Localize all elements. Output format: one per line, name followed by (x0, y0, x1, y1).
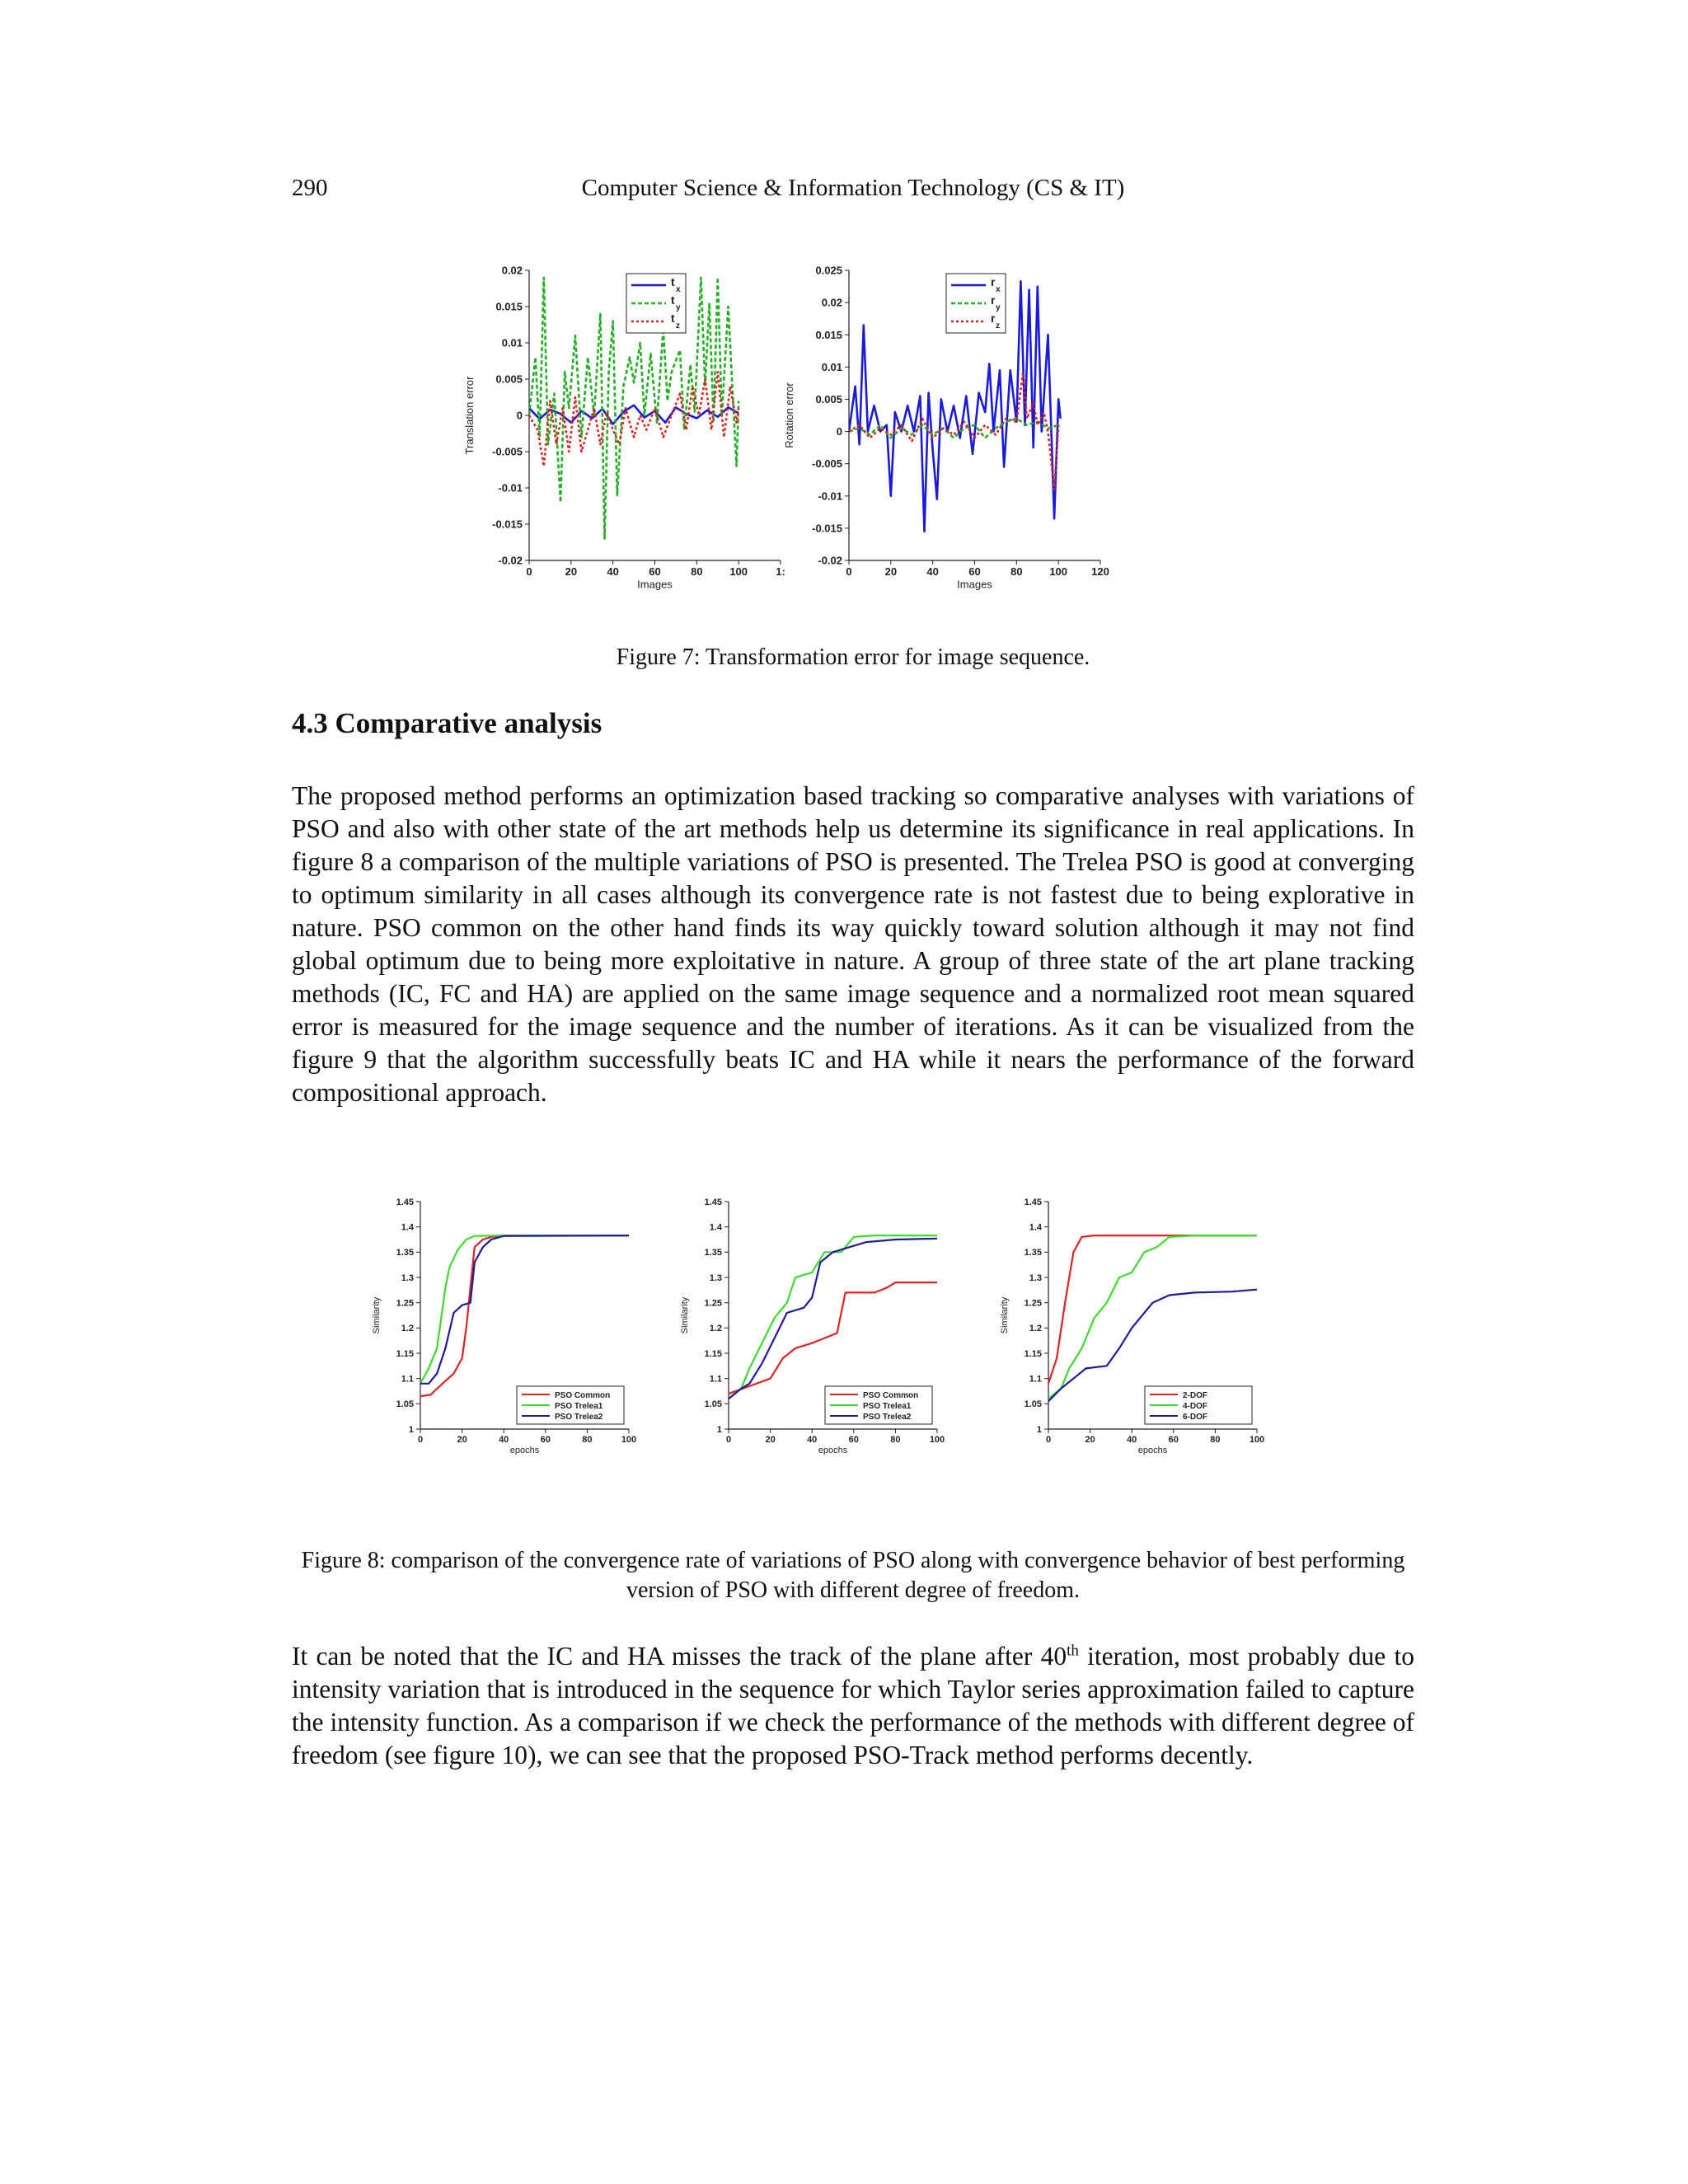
y-tick-label: 1.2 (401, 1324, 414, 1334)
y-tick-label: 1.35 (1024, 1248, 1042, 1258)
y-tick-label: 1.15 (1024, 1348, 1042, 1359)
translation-error-chart (462, 262, 783, 608)
y-tick-label: 0 (516, 409, 523, 422)
rotation-error-chart (781, 262, 1128, 608)
legend-label: r (991, 275, 996, 288)
x-tick-label: 100 (929, 1435, 945, 1445)
y-tick-label: 0.005 (815, 392, 842, 405)
y-tick-label: -0.01 (498, 481, 523, 494)
figure8-caption: Figure 8: comparison of the convergence rate of variations of PSO along with convergence behavior of best performing version of PSO with different degree of freedom. (301, 1548, 1405, 1603)
y-tick-label: -0.005 (812, 457, 842, 471)
paragraph-conclusion (292, 1640, 1414, 1772)
x-tick-label: 120 (1091, 565, 1109, 578)
y-tick-label: 1 (408, 1424, 414, 1435)
x-tick-label: 80 (691, 565, 703, 578)
section-title: 4.3 Comparative analysis (292, 707, 603, 739)
series-line-tz (529, 372, 738, 466)
y-tick-label: -0.015 (812, 522, 842, 535)
legend-label: r (991, 312, 996, 325)
legend-label: 4-DOF (1183, 1402, 1207, 1411)
legend (517, 1386, 624, 1424)
series-line-pso-trelea1 (729, 1235, 937, 1399)
legend-label: PSO Trelea1 (863, 1402, 912, 1411)
legend-label: t (671, 293, 675, 307)
y-tick-label: -0.02 (498, 554, 523, 567)
y-tick-label: 0.015 (495, 300, 523, 313)
legend-subscript: z (996, 321, 1000, 330)
y-tick-label: 1.45 (704, 1197, 722, 1207)
x-axis-label: Images (637, 578, 673, 591)
x-tick-label: 40 (499, 1435, 509, 1445)
legend-subscript: z (676, 321, 680, 330)
x-tick-label: 80 (582, 1435, 593, 1445)
y-tick-label: 1.15 (396, 1348, 414, 1359)
x-tick-label: 40 (926, 565, 939, 578)
x-tick-label: 100 (1049, 565, 1068, 578)
x-tick-label: 40 (607, 565, 619, 578)
x-tick-label: 1: (776, 565, 785, 578)
y-tick-label: 1.05 (396, 1399, 414, 1410)
legend (626, 274, 686, 333)
x-tick-label: 40 (807, 1435, 818, 1445)
y-tick-label: 0.01 (821, 360, 842, 373)
y-tick-label: 1.05 (704, 1399, 722, 1410)
y-tick-label: 1.45 (396, 1197, 414, 1207)
y-tick-label: 1.2 (1029, 1324, 1042, 1334)
y-tick-label: 1.1 (401, 1374, 414, 1385)
y-tick-label: -0.005 (492, 445, 523, 458)
x-tick-label: 80 (1010, 565, 1023, 578)
x-axis-label: Images (957, 578, 992, 591)
x-tick-label: 20 (765, 1435, 776, 1445)
page-header (292, 175, 1414, 208)
y-tick-label: 0.005 (495, 373, 523, 386)
y-axis-label: Similarity (1000, 1296, 1010, 1334)
y-tick-label: 1.25 (704, 1298, 722, 1309)
series-line-pso-common (729, 1282, 937, 1394)
legend-label: PSO Trelea2 (863, 1413, 912, 1422)
y-tick-label: 1.2 (709, 1324, 722, 1334)
legend-label: t (671, 275, 675, 288)
y-tick-label: 1.1 (1029, 1374, 1042, 1385)
series-line-pso-trelea2 (420, 1235, 629, 1384)
y-tick-label: 0 (836, 425, 842, 438)
y-tick-label: 1.3 (709, 1272, 722, 1283)
x-axis-label: epochs (509, 1446, 540, 1456)
y-tick-label: 1.4 (1029, 1222, 1042, 1233)
y-tick-label: 0.025 (815, 264, 842, 277)
y-tick-label: 0.02 (501, 264, 523, 277)
x-tick-label: 80 (890, 1435, 901, 1445)
x-tick-label: 40 (1127, 1435, 1137, 1445)
legend (1145, 1386, 1252, 1424)
y-tick-label: 0.015 (815, 328, 842, 341)
y-tick-label: 1.4 (401, 1222, 414, 1233)
y-tick-label: 1 (1036, 1424, 1042, 1435)
x-tick-label: 20 (1085, 1435, 1095, 1445)
legend-label: r (991, 293, 996, 307)
y-axis-label: Translation error (463, 376, 476, 455)
legend-subscript: x (996, 285, 1001, 294)
y-tick-label: 1.25 (396, 1298, 414, 1309)
x-tick-label: 60 (540, 1435, 551, 1445)
x-axis-label: epochs (818, 1446, 848, 1456)
y-tick-label: 1.25 (1024, 1298, 1042, 1309)
x-tick-label: 100 (621, 1435, 637, 1445)
x-tick-label: 60 (649, 565, 661, 578)
chart-svg (1001, 1193, 1273, 1465)
legend-label: PSO Common (555, 1391, 611, 1400)
ordinal-suffix: th (1067, 1642, 1079, 1660)
x-axis-label: epochs (1137, 1446, 1168, 1456)
y-axis-label: Similarity (680, 1296, 690, 1334)
y-tick-label: 0.02 (821, 296, 842, 309)
chart-svg (681, 1193, 953, 1465)
y-tick-label: 1.35 (396, 1248, 414, 1258)
y-tick-label: 1.05 (1024, 1399, 1042, 1410)
y-tick-label: 1.15 (704, 1348, 722, 1359)
similarity-chart-1 (373, 1193, 645, 1465)
legend (825, 1386, 932, 1424)
x-tick-label: 60 (968, 565, 981, 578)
legend-label: PSO Trelea2 (555, 1413, 603, 1422)
x-tick-label: 100 (1249, 1435, 1265, 1445)
page-number: 290 (292, 175, 328, 201)
conclusion-text-end: iteration, most probably due to intensity variation that is introduced in the sequence for which Taylor series approximation failed to capture the intensity function. As a comparison if we check the performance of the methods with different degree of freedom (see figure 10), we can see that the proposed PSO-Track method performs decently. (292, 1642, 1415, 1769)
y-tick-label: 1 (716, 1424, 722, 1435)
y-tick-label: 1.3 (1029, 1272, 1042, 1283)
figure7-caption: Figure 7: Transformation error for image sequence. (616, 644, 1090, 670)
x-tick-label: 100 (729, 565, 748, 578)
legend-label: PSO Common (863, 1391, 919, 1400)
series-line-2-dof (1048, 1235, 1257, 1384)
y-tick-label: 1.4 (709, 1222, 722, 1233)
series-line-pso-common (420, 1235, 629, 1396)
series-line-pso-trelea1 (420, 1235, 629, 1384)
y-axis-label: Rotation error (783, 382, 795, 448)
legend-label: t (671, 312, 675, 325)
y-tick-label: 1.45 (1024, 1197, 1042, 1207)
chart-svg (781, 262, 1128, 608)
y-tick-label: 1.35 (704, 1248, 722, 1258)
similarity-chart-3 (1001, 1193, 1273, 1465)
x-tick-label: 0 (1045, 1435, 1052, 1445)
legend-subscript: y (676, 303, 681, 312)
x-tick-label: 20 (457, 1435, 467, 1445)
y-tick-label: -0.02 (818, 554, 842, 567)
legend (946, 274, 1006, 333)
x-tick-label: 60 (848, 1435, 859, 1445)
x-tick-label: 0 (725, 1435, 732, 1445)
legend-label: 6-DOF (1183, 1413, 1207, 1422)
x-tick-label: 80 (1210, 1435, 1221, 1445)
y-tick-label: 1.1 (709, 1374, 722, 1385)
y-axis-label: Similarity (372, 1296, 382, 1334)
series-line-6-dof (1048, 1290, 1257, 1402)
legend-subscript: y (996, 303, 1001, 312)
y-tick-label: -0.01 (818, 490, 842, 503)
similarity-chart-2 (681, 1193, 953, 1465)
conclusion-text-start: It can be noted that the IC and HA misses the track of the plane after 40 (292, 1642, 1067, 1671)
journal-title: Computer Science & Information Technology (CS & IT) (581, 175, 1125, 201)
x-tick-label: 0 (417, 1435, 424, 1445)
chart-svg (373, 1193, 645, 1465)
y-tick-label: 0.01 (501, 336, 523, 349)
paragraph-comparative: The proposed method performs an optimization based tracking so comparative analyses with variations of PSO and also with other state of the art methods help us determine its significance in real applications. In figure 8 a comparison of the multiple variations of PSO is presented. The Trelea PSO is good at converging to optimum similarity in all cases although its convergence rate is not fastest due to being explorative in nature. PSO common on the other hand finds its way quickly toward solution although it may not find global optimum due to being more exploitative in nature. A group of three state of the art plane tracking methods (IC, FC and HA) are applied on the same image sequence and a normalized root mean squared error is measured for the image sequence and the number of iterations. As it can be visualized from the figure 9 that the algorithm successfully beats IC and HA while it nears the performance of the forward compositional approach. (292, 781, 1414, 1107)
legend-label: PSO Trelea1 (555, 1402, 603, 1411)
legend-subscript: x (676, 285, 681, 294)
x-tick-label: 60 (1168, 1435, 1179, 1445)
y-tick-label: -0.015 (492, 518, 523, 531)
legend-label: 2-DOF (1183, 1391, 1207, 1400)
chart-svg (462, 262, 783, 608)
x-tick-label: 20 (884, 565, 898, 578)
x-tick-label: 0 (846, 565, 852, 578)
x-tick-label: 20 (565, 565, 578, 578)
y-tick-label: 1.3 (401, 1272, 414, 1283)
x-tick-label: 0 (526, 565, 532, 578)
series-line-pso-trelea2 (729, 1239, 937, 1399)
